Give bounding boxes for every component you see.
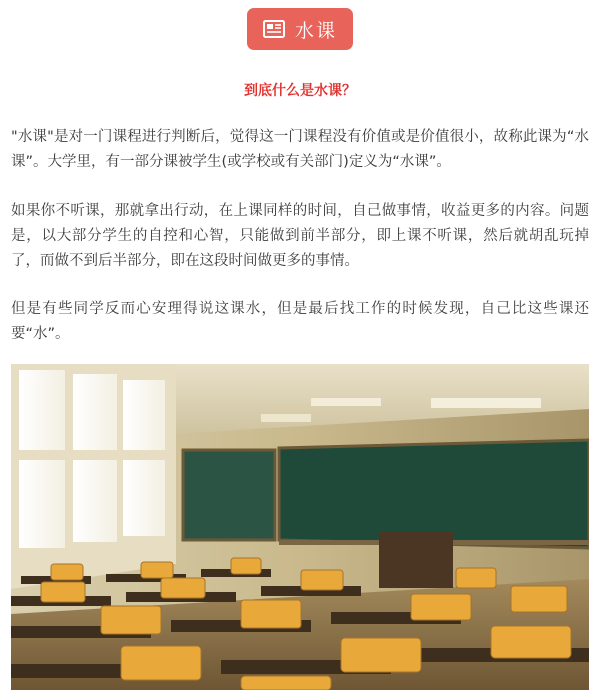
- badge-label: 水课: [294, 19, 337, 42]
- paragraph-2: 如果你不听课，那就拿出行动，在上课同样的时间，自己做事情，收益更多的内容。问题是，以大部分学生的自控和心智，只能做到前半部分，即上课不听课，然后就胡乱玩掉了，而做不到后半部分，即在这段时间做更多的事情。: [11, 203, 589, 269]
- section-badge: [247, 8, 353, 50]
- classroom-photo: [11, 364, 589, 690]
- section-heading: 到底什么是水课？: [244, 83, 356, 99]
- paragraph-1: "水课"是对一门课程进行判断后，觉得这一门课程没有价值或是价值很小，故称此课为“水课”。大学里，有一部分课被学生(或学校或有关部门)定义为“水课”。: [11, 129, 589, 170]
- document-icon: [263, 20, 285, 38]
- paragraph-3: 但是有些同学反而心安理得说这课水，但是最后找工作的时候发现，自己比这些课还要“水”。: [11, 301, 589, 342]
